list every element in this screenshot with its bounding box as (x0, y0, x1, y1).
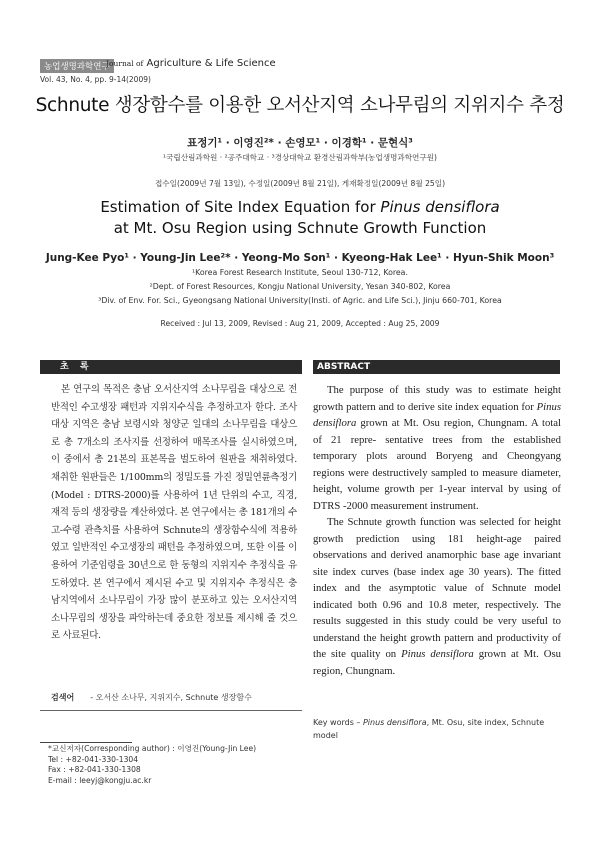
affiliation-en-2: ²Dept. of Forest Resources, Kongju National University, Yesan 340-802, Korea (149, 282, 451, 291)
title-en-species: Pinus densiflora (380, 198, 500, 216)
abstract-en-paragraph-2 (313, 514, 561, 679)
abstract-ko-body: 본 연구의 목적은 충남 오서산지역 소나무림을 대상으로 전반적인 수고생장 패턴과 지위지수식을 추정하고자 한다. 조사대상 지역은 충남 보령시와 청양군 일대의 소나무림을 대상으로 총 7개소의 조사지를 선정하여 매목조사를 실시하였으며, 이 중에서 총 21본의 표본목을 벌도하여 원판을 채취하였다. 채취한 원판들은 1/100mm의 정밀도를 가진 정밀연륜측정기(Model : DTRS-2000)를 사용하여 1년 단위의 수고, 직경, 재적 등의 생장량을 계산하였다. 본 연구에서는 총 181개의 수고-수령 관측치를 사용하여 Schnute의 생장함수식에 적용하였고 일반적인 수고생장의 패턴을 추정하였으며, 또한 이를 이용하여 기준임령을 30년으로 한 동형의 지위지수 추정식을 유도하였다. 본 연구에서 제시된 수고 및 지위지수 추정식은 충남지역에서 소나무림이 가장 많이 분포하고 있는 오서산지역 소나무림의 생장을 파악하는데 중요한 정보를 제시해 줄 것으로 사료된다. (51, 384, 298, 642)
paper-title-ko: Schnute 생장함수를 이용한 오서산지역 소나무림의 지위지수 추정 (35, 95, 565, 116)
journal-name-ko: 농업생명과학연구 (40, 59, 114, 73)
abstract-en-p2-a: The Schnute growth function was selected for height growth prediction using 181 height-age paired observations and derived anamorphic base age invariant site index curves (base index age 30 years). The fitted index and the asymptotic value of Schnute model indicated both 0.96 and 10.8 meter, respectively. The results suggested in this study could be very useful to understand the height growth pattern and productivity of the site quality on (313, 516, 561, 660)
abstract-en-p1-species: Pinus densiflora (313, 400, 561, 429)
corresponding-email: E-mail : leeyj@kongju.ac.kr (48, 775, 152, 785)
keywords-en-label: Key words (313, 718, 354, 727)
paper-title-en (0, 197, 600, 239)
keywords-divider (40, 710, 302, 711)
title-en-after: at Mt. Osu Region using Schnute Growth Function (113, 219, 487, 237)
affiliation-en-1: ¹Korea Forest Research Institute, Seoul 130-712, Korea. (192, 268, 408, 277)
corresponding-author-name: *교신저자(Corresponding author) : 이영진(Young-Jin Lee) (48, 744, 257, 753)
authors-en: Jung-Kee Pyo¹ · Young-Jin Lee²* · Yeong-Mo Son¹ · Kyeong-Hak Lee¹ · Hyun-Shik Moon³ (45, 252, 555, 264)
abstract-ko-heading: 초 록 (40, 360, 302, 374)
keywords-en-species: Pinus densiflora (362, 718, 427, 727)
footnote-divider (40, 742, 132, 743)
keywords-ko-label: 검색어 (51, 693, 75, 702)
keywords-ko (51, 692, 252, 703)
keywords-en-rest: , Mt. Osu, site index, Schnute model (313, 718, 545, 740)
abstract-en-p1-b: grown at Mt. Osu region, Chungnam. A total of 21 repre- sentative trees from the established temporary plots around Boryeng and Cheongyang regions were destructively sampled to measure diameter, height, volume growth per 1-year interval by using of DTRS -2000 measurement instrument. (313, 417, 561, 512)
title-en-before: Estimation of Site Index Equation for (100, 198, 381, 216)
abstract-en-p2-b: grown at Mt. Osu region, Chungnam. (313, 648, 561, 677)
corresponding-tel: Tel : +82-041-330-1304 (48, 754, 139, 764)
abstract-en-body (313, 382, 561, 679)
keywords-en-dash: – (353, 718, 363, 727)
keywords-ko-text: - 오서산 소나무, 지위지수, Schnute 생장함수 (90, 693, 252, 702)
abstract-en-p2-species: Pinus densiflora (401, 648, 474, 660)
authors-ko: 표정기¹ · 이영진²* · 손영모¹ · 이경학¹ · 문현식³ (187, 137, 413, 149)
abstract-en-paragraph-1 (313, 382, 561, 514)
affiliations-ko: ¹국립산림과학원 · ²공주대학교 · ³경상대학교 환경산림과학부(농업생명과학연구원) (162, 153, 438, 162)
affiliation-en-3: ³Div. of Env. For. Sci., Gyeongsang National University(Insti. of Agric. and Life Sci.), Jinju 660-701, Korea (98, 296, 502, 305)
dates-ko: 접수일(2009년 7월 13일), 수정일(2009년 8월 21일), 게재확정일(2009년 8월 25일) (154, 179, 446, 188)
journal-name-en (106, 58, 276, 69)
journal-name-main: Agriculture & Life Science (146, 58, 276, 69)
journal-name-prefix: Journal of (106, 59, 144, 68)
abstract-en-heading: ABSTRACT (313, 360, 560, 374)
journal-volume: Vol. 43, No. 4, pp. 9-14(2009) (40, 75, 151, 84)
corresponding-author (48, 744, 256, 786)
abstract-en-p1-a: The purpose of this study was to estimate height growth pattern and to derive site index equation for (313, 384, 561, 413)
keywords-en (313, 716, 563, 742)
dates-en: Received : Jul 13, 2009, Revised : Aug 21, 2009, Accepted : Aug 25, 2009 (160, 319, 440, 328)
corresponding-fax: Fax : +82-041-330-1308 (48, 765, 141, 774)
